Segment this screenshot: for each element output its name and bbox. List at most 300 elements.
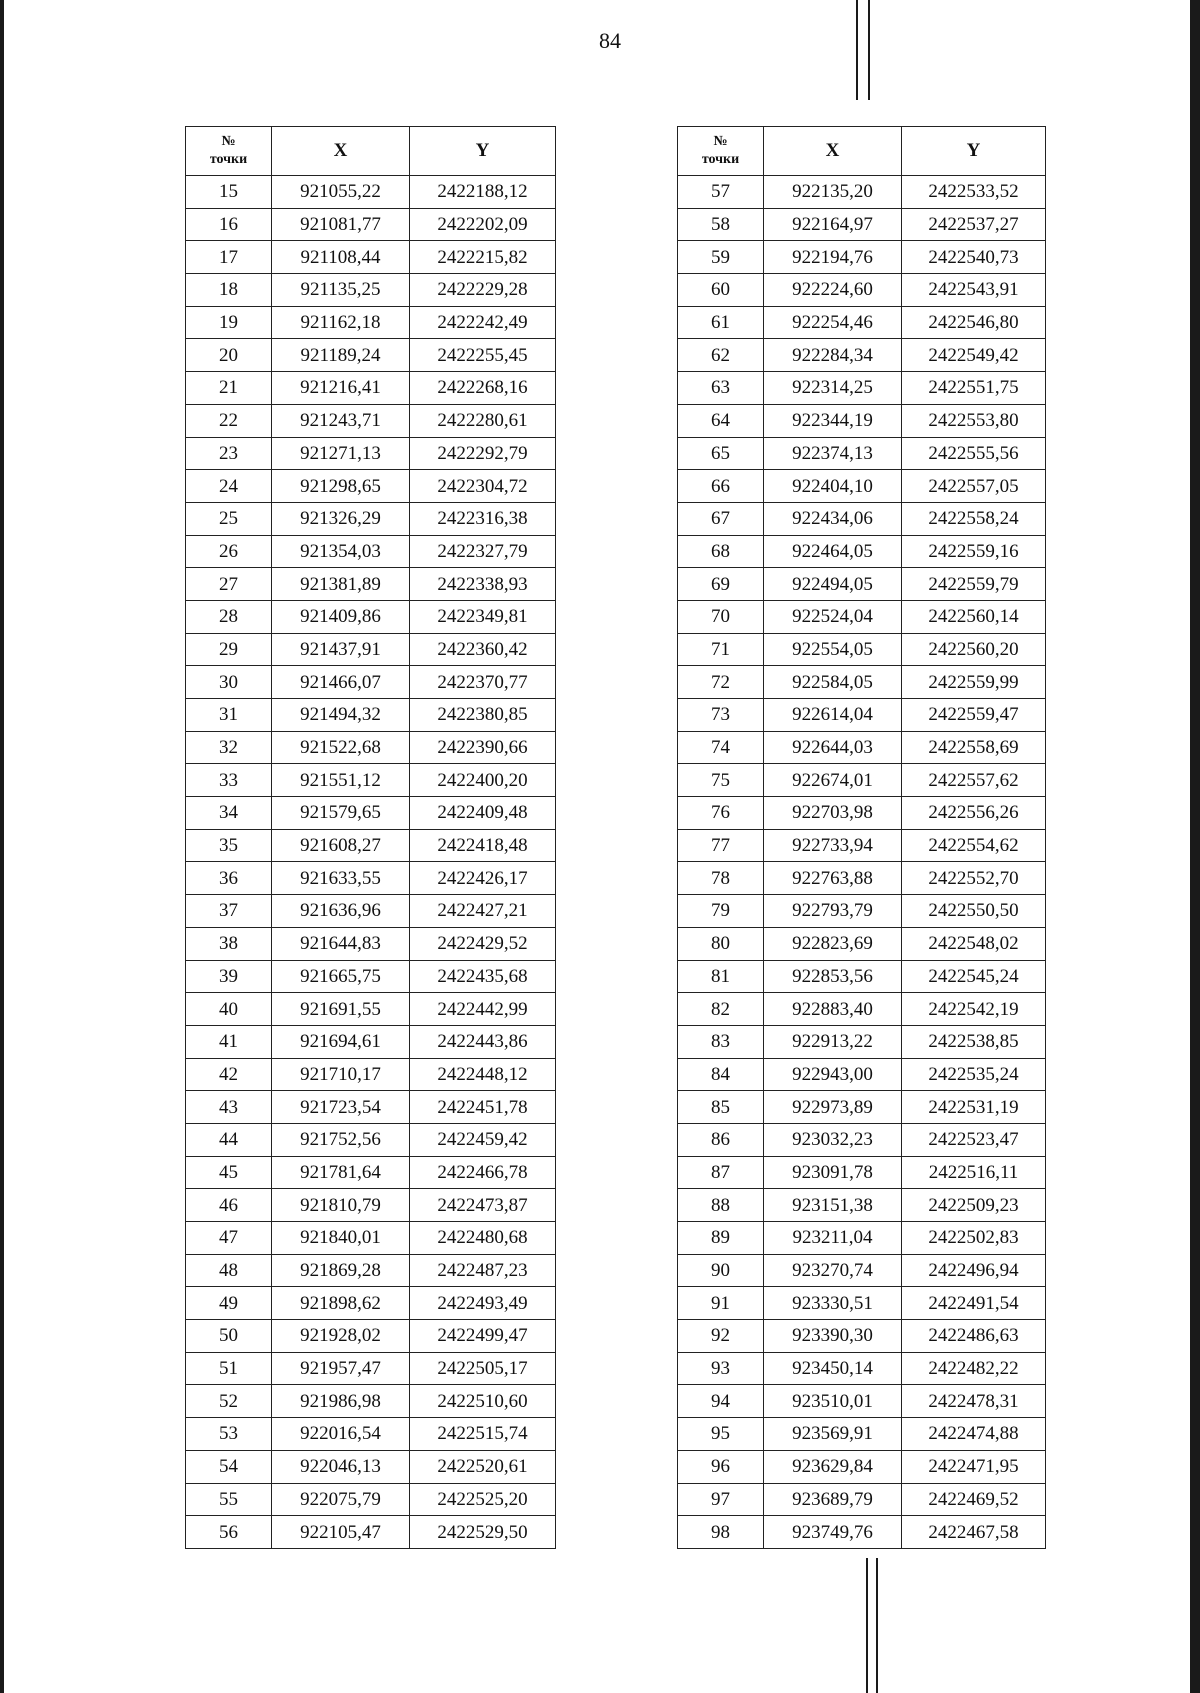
- cell-point-number: 59: [678, 241, 764, 274]
- cell-x: 923270,74: [764, 1254, 902, 1287]
- cell-x: 921840,01: [272, 1222, 410, 1255]
- table-row: [186, 927, 556, 960]
- cell-point-number: 82: [678, 993, 764, 1026]
- cell-point-number: 85: [678, 1091, 764, 1124]
- binding-line-bottom: [866, 1558, 868, 1693]
- cell-x: 921298,65: [272, 470, 410, 503]
- cell-point-number: 17: [186, 241, 272, 274]
- table-row: [678, 895, 1046, 928]
- cell-point-number: 84: [678, 1058, 764, 1091]
- cell-y: 2422487,23: [410, 1254, 556, 1287]
- table-row: [186, 1418, 556, 1451]
- table-row: [186, 797, 556, 830]
- table-row: [186, 1287, 556, 1320]
- table-row: [186, 829, 556, 862]
- cell-point-number: 92: [678, 1320, 764, 1353]
- cell-y: 2422556,26: [902, 797, 1046, 830]
- cell-point-number: 33: [186, 764, 272, 797]
- cell-x: 921928,02: [272, 1320, 410, 1353]
- cell-x: 921691,55: [272, 993, 410, 1026]
- cell-y: 2422555,56: [902, 437, 1046, 470]
- table-row: [678, 437, 1046, 470]
- cell-x: 921608,27: [272, 829, 410, 862]
- cell-point-number: 67: [678, 502, 764, 535]
- cell-x: 921522,68: [272, 731, 410, 764]
- cell-x: 922614,04: [764, 699, 902, 732]
- cell-x: 922554,05: [764, 633, 902, 666]
- table-row: [678, 927, 1046, 960]
- cell-point-number: 73: [678, 699, 764, 732]
- cell-point-number: 41: [186, 1025, 272, 1058]
- cell-point-number: 26: [186, 535, 272, 568]
- table-row: [678, 862, 1046, 895]
- cell-x: 921636,96: [272, 895, 410, 928]
- cell-y: 2422552,70: [902, 862, 1046, 895]
- cell-point-number: 44: [186, 1123, 272, 1156]
- cell-point-number: 51: [186, 1352, 272, 1385]
- cell-x: 922644,03: [764, 731, 902, 764]
- cell-x: 921665,75: [272, 960, 410, 993]
- cell-x: 922254,46: [764, 306, 902, 339]
- table-row: [186, 633, 556, 666]
- cell-y: 2422215,82: [410, 241, 556, 274]
- table-row: [186, 731, 556, 764]
- cell-x: 922793,79: [764, 895, 902, 928]
- binding-line-bottom-2: [876, 1558, 878, 1693]
- cell-x: 923211,04: [764, 1222, 902, 1255]
- cell-x: 921081,77: [272, 208, 410, 241]
- cell-y: 2422550,50: [902, 895, 1046, 928]
- cell-y: 2422559,79: [902, 568, 1046, 601]
- cell-point-number: 98: [678, 1516, 764, 1549]
- table-row: [186, 1352, 556, 1385]
- header-point-number: [678, 127, 764, 176]
- cell-x: 921710,17: [272, 1058, 410, 1091]
- table-row: [678, 568, 1046, 601]
- cell-x: 921055,22: [272, 176, 410, 209]
- table-row: [678, 306, 1046, 339]
- cell-y: 2422409,48: [410, 797, 556, 830]
- cell-y: 2422338,93: [410, 568, 556, 601]
- cell-x: 921551,12: [272, 764, 410, 797]
- coordinates-table-left: [185, 126, 556, 1549]
- cell-x: 922075,79: [272, 1483, 410, 1516]
- table-row: [186, 502, 556, 535]
- page-number: 84: [599, 28, 621, 53]
- table-row: [186, 306, 556, 339]
- table-row: [678, 470, 1046, 503]
- cell-point-number: 39: [186, 960, 272, 993]
- table-row: [678, 1287, 1046, 1320]
- cell-x: 921162,18: [272, 306, 410, 339]
- cell-x: 922913,22: [764, 1025, 902, 1058]
- table-row: [186, 960, 556, 993]
- cell-x: 922404,10: [764, 470, 902, 503]
- cell-x: 922703,98: [764, 797, 902, 830]
- cell-y: 2422469,52: [902, 1483, 1046, 1516]
- cell-x: 922105,47: [272, 1516, 410, 1549]
- cell-point-number: 46: [186, 1189, 272, 1222]
- cell-x: 922584,05: [764, 666, 902, 699]
- cell-point-number: 32: [186, 731, 272, 764]
- cell-y: 2422543,91: [902, 274, 1046, 307]
- table-row: [678, 1450, 1046, 1483]
- cell-point-number: 74: [678, 731, 764, 764]
- cell-x: 921409,86: [272, 600, 410, 633]
- cell-point-number: 81: [678, 960, 764, 993]
- cell-y: 2422486,63: [902, 1320, 1046, 1353]
- cell-point-number: 86: [678, 1123, 764, 1156]
- cell-point-number: 76: [678, 797, 764, 830]
- table-row: [678, 1418, 1046, 1451]
- table-row: [186, 437, 556, 470]
- cell-point-number: 15: [186, 176, 272, 209]
- cell-y: 2422435,68: [410, 960, 556, 993]
- cell-x: 923091,78: [764, 1156, 902, 1189]
- cell-point-number: 58: [678, 208, 764, 241]
- cell-point-number: 95: [678, 1418, 764, 1451]
- cell-point-number: 29: [186, 633, 272, 666]
- cell-y: 2422473,87: [410, 1189, 556, 1222]
- cell-point-number: 60: [678, 274, 764, 307]
- cell-x: 921986,98: [272, 1385, 410, 1418]
- cell-y: 2422304,72: [410, 470, 556, 503]
- cell-x: 921579,65: [272, 797, 410, 830]
- cell-point-number: 52: [186, 1385, 272, 1418]
- cell-y: 2422529,50: [410, 1516, 556, 1549]
- table-row: [678, 829, 1046, 862]
- cell-x: 922284,34: [764, 339, 902, 372]
- cell-point-number: 21: [186, 372, 272, 405]
- table-row: [678, 1156, 1046, 1189]
- cell-point-number: 25: [186, 502, 272, 535]
- cell-x: 922224,60: [764, 274, 902, 307]
- cell-point-number: 88: [678, 1189, 764, 1222]
- cell-y: 2422482,22: [902, 1352, 1046, 1385]
- cell-y: 2422380,85: [410, 699, 556, 732]
- cell-y: 2422525,20: [410, 1483, 556, 1516]
- table-row: [186, 568, 556, 601]
- cell-point-number: 70: [678, 600, 764, 633]
- cell-y: 2422553,80: [902, 404, 1046, 437]
- header-point-number: [186, 127, 272, 176]
- cell-y: 2422255,45: [410, 339, 556, 372]
- cell-y: 2422292,79: [410, 437, 556, 470]
- cell-x: 922733,94: [764, 829, 902, 862]
- table-row: [678, 1320, 1046, 1353]
- table-row: [186, 1156, 556, 1189]
- table-row: [678, 731, 1046, 764]
- cell-x: 921271,13: [272, 437, 410, 470]
- table-row: [678, 372, 1046, 405]
- table-row: [678, 1091, 1046, 1124]
- cell-y: 2422443,86: [410, 1025, 556, 1058]
- cell-x: 921326,29: [272, 502, 410, 535]
- cell-x: 921781,64: [272, 1156, 410, 1189]
- cell-y: 2422520,61: [410, 1450, 556, 1483]
- cell-point-number: 53: [186, 1418, 272, 1451]
- table-row: [678, 1254, 1046, 1287]
- table-row: [186, 372, 556, 405]
- cell-y: 2422515,74: [410, 1418, 556, 1451]
- cell-point-number: 90: [678, 1254, 764, 1287]
- cell-point-number: 72: [678, 666, 764, 699]
- table-row: [186, 764, 556, 797]
- cell-x: 921694,61: [272, 1025, 410, 1058]
- table-row: [678, 600, 1046, 633]
- table-row: [678, 502, 1046, 535]
- table-row: [186, 535, 556, 568]
- cell-x: 921898,62: [272, 1287, 410, 1320]
- cell-y: 2422442,99: [410, 993, 556, 1026]
- cell-x: 921633,55: [272, 862, 410, 895]
- table-row: [186, 1058, 556, 1091]
- table-row: [186, 404, 556, 437]
- table-row: [678, 633, 1046, 666]
- cell-x: 923390,30: [764, 1320, 902, 1353]
- cell-point-number: 31: [186, 699, 272, 732]
- table-row: [186, 1091, 556, 1124]
- table-row: [678, 993, 1046, 1026]
- table-row: [678, 1385, 1046, 1418]
- cell-point-number: 69: [678, 568, 764, 601]
- cell-x: 921354,03: [272, 535, 410, 568]
- cell-y: 2422509,23: [902, 1189, 1046, 1222]
- cell-point-number: 71: [678, 633, 764, 666]
- cell-y: 2422451,78: [410, 1091, 556, 1124]
- cell-x: 922164,97: [764, 208, 902, 241]
- cell-x: 923032,23: [764, 1123, 902, 1156]
- cell-point-number: 23: [186, 437, 272, 470]
- table-row: [678, 1058, 1046, 1091]
- cell-x: 921243,71: [272, 404, 410, 437]
- table-row: [678, 1222, 1046, 1255]
- cell-y: 2422545,24: [902, 960, 1046, 993]
- table-row: [678, 1352, 1046, 1385]
- cell-y: 2422478,31: [902, 1385, 1046, 1418]
- cell-y: 2422242,49: [410, 306, 556, 339]
- cell-y: 2422493,49: [410, 1287, 556, 1320]
- table-row: [186, 1516, 556, 1549]
- cell-y: 2422535,24: [902, 1058, 1046, 1091]
- cell-point-number: 22: [186, 404, 272, 437]
- scan-edge-right: [1190, 0, 1200, 1693]
- cell-x: 922314,25: [764, 372, 902, 405]
- cell-x: 922943,00: [764, 1058, 902, 1091]
- table-header-row: [678, 127, 1046, 176]
- cell-x: 922763,88: [764, 862, 902, 895]
- cell-y: 2422390,66: [410, 731, 556, 764]
- cell-y: 2422542,19: [902, 993, 1046, 1026]
- cell-point-number: 61: [678, 306, 764, 339]
- table-row: [186, 666, 556, 699]
- cell-y: 2422551,75: [902, 372, 1046, 405]
- table-row: [186, 699, 556, 732]
- cell-y: 2422202,09: [410, 208, 556, 241]
- cell-y: 2422471,95: [902, 1450, 1046, 1483]
- cell-x: 922464,05: [764, 535, 902, 568]
- cell-y: 2422467,58: [902, 1516, 1046, 1549]
- header-y: Y: [410, 127, 556, 176]
- table-body: [186, 176, 556, 1549]
- cell-y: 2422418,48: [410, 829, 556, 862]
- coordinates-table-right: [677, 126, 1046, 1549]
- cell-y: 2422400,20: [410, 764, 556, 797]
- cell-x: 923450,14: [764, 1352, 902, 1385]
- cell-point-number: 56: [186, 1516, 272, 1549]
- cell-y: 2422548,02: [902, 927, 1046, 960]
- cell-point-number: 42: [186, 1058, 272, 1091]
- cell-y: 2422559,47: [902, 699, 1046, 732]
- cell-point-number: 94: [678, 1385, 764, 1418]
- table-row: [186, 176, 556, 209]
- cell-point-number: 49: [186, 1287, 272, 1320]
- cell-x: 921644,83: [272, 927, 410, 960]
- cell-point-number: 45: [186, 1156, 272, 1189]
- cell-x: 923569,91: [764, 1418, 902, 1451]
- table-row: [678, 274, 1046, 307]
- cell-y: 2422280,61: [410, 404, 556, 437]
- table-row: [186, 1320, 556, 1353]
- cell-point-number: 19: [186, 306, 272, 339]
- cell-y: 2422502,83: [902, 1222, 1046, 1255]
- cell-point-number: 65: [678, 437, 764, 470]
- cell-point-number: 55: [186, 1483, 272, 1516]
- cell-y: 2422537,27: [902, 208, 1046, 241]
- table-row: [186, 241, 556, 274]
- cell-point-number: 50: [186, 1320, 272, 1353]
- scan-edge-left: [0, 0, 4, 1693]
- cell-x: 922135,20: [764, 176, 902, 209]
- cell-y: 2422505,17: [410, 1352, 556, 1385]
- cell-point-number: 30: [186, 666, 272, 699]
- table-row: [186, 600, 556, 633]
- cell-y: 2422560,14: [902, 600, 1046, 633]
- cell-point-number: 75: [678, 764, 764, 797]
- cell-x: 921723,54: [272, 1091, 410, 1124]
- header-point-number-label: № точки: [209, 134, 248, 167]
- cell-x: 923749,76: [764, 1516, 902, 1549]
- cell-point-number: 83: [678, 1025, 764, 1058]
- cell-point-number: 18: [186, 274, 272, 307]
- cell-point-number: 27: [186, 568, 272, 601]
- table-row: [678, 764, 1046, 797]
- table-row: [678, 176, 1046, 209]
- cell-point-number: 16: [186, 208, 272, 241]
- cell-y: 2422188,12: [410, 176, 556, 209]
- table-row: [186, 1189, 556, 1222]
- table-row: [678, 960, 1046, 993]
- cell-y: 2422268,16: [410, 372, 556, 405]
- cell-y: 2422523,47: [902, 1123, 1046, 1156]
- cell-x: 921494,32: [272, 699, 410, 732]
- cell-x: 922524,04: [764, 600, 902, 633]
- cell-point-number: 57: [678, 176, 764, 209]
- cell-x: 922434,06: [764, 502, 902, 535]
- cell-x: 921437,91: [272, 633, 410, 666]
- cell-y: 2422558,24: [902, 502, 1046, 535]
- cell-x: 923330,51: [764, 1287, 902, 1320]
- header-x: X: [272, 127, 410, 176]
- cell-x: 921216,41: [272, 372, 410, 405]
- cell-y: 2422533,52: [902, 176, 1046, 209]
- binding-line-top: [856, 0, 858, 100]
- table-row: [678, 1516, 1046, 1549]
- cell-x: 922344,19: [764, 404, 902, 437]
- cell-x: 923689,79: [764, 1483, 902, 1516]
- table-row: [678, 535, 1046, 568]
- cell-x: 922823,69: [764, 927, 902, 960]
- cell-y: 2422499,47: [410, 1320, 556, 1353]
- cell-x: 922494,05: [764, 568, 902, 601]
- cell-y: 2422429,52: [410, 927, 556, 960]
- cell-x: 922853,56: [764, 960, 902, 993]
- table-row: [678, 797, 1046, 830]
- cell-point-number: 36: [186, 862, 272, 895]
- table-row: [678, 666, 1046, 699]
- table-row: [186, 993, 556, 1026]
- cell-x: 921869,28: [272, 1254, 410, 1287]
- cell-y: 2422229,28: [410, 274, 556, 307]
- cell-y: 2422427,21: [410, 895, 556, 928]
- cell-point-number: 24: [186, 470, 272, 503]
- cell-y: 2422516,11: [902, 1156, 1046, 1189]
- cell-point-number: 63: [678, 372, 764, 405]
- cell-y: 2422480,68: [410, 1222, 556, 1255]
- table-row: [678, 1189, 1046, 1222]
- cell-x: 921108,44: [272, 241, 410, 274]
- cell-y: 2422466,78: [410, 1156, 556, 1189]
- table-row: [186, 1450, 556, 1483]
- cell-y: 2422474,88: [902, 1418, 1046, 1451]
- table-row: [186, 274, 556, 307]
- cell-y: 2422349,81: [410, 600, 556, 633]
- table-row: [186, 895, 556, 928]
- cell-point-number: 38: [186, 927, 272, 960]
- cell-x: 922194,76: [764, 241, 902, 274]
- cell-y: 2422316,38: [410, 502, 556, 535]
- cell-x: 922883,40: [764, 993, 902, 1026]
- cell-point-number: 89: [678, 1222, 764, 1255]
- cell-point-number: 78: [678, 862, 764, 895]
- cell-y: 2422459,42: [410, 1123, 556, 1156]
- table-row: [678, 404, 1046, 437]
- cell-point-number: 28: [186, 600, 272, 633]
- cell-y: 2422491,54: [902, 1287, 1046, 1320]
- cell-point-number: 91: [678, 1287, 764, 1320]
- table-row: [678, 208, 1046, 241]
- cell-point-number: 77: [678, 829, 764, 862]
- cell-point-number: 79: [678, 895, 764, 928]
- cell-y: 2422510,60: [410, 1385, 556, 1418]
- cell-point-number: 48: [186, 1254, 272, 1287]
- cell-x: 921752,56: [272, 1123, 410, 1156]
- cell-y: 2422538,85: [902, 1025, 1046, 1058]
- cell-point-number: 40: [186, 993, 272, 1026]
- cell-y: 2422554,62: [902, 829, 1046, 862]
- cell-point-number: 66: [678, 470, 764, 503]
- table-row: [186, 1483, 556, 1516]
- cell-point-number: 97: [678, 1483, 764, 1516]
- cell-point-number: 87: [678, 1156, 764, 1189]
- cell-x: 922973,89: [764, 1091, 902, 1124]
- cell-y: 2422557,05: [902, 470, 1046, 503]
- cell-y: 2422549,42: [902, 339, 1046, 372]
- table-row: [186, 1222, 556, 1255]
- cell-x: 922046,13: [272, 1450, 410, 1483]
- cell-y: 2422558,69: [902, 731, 1046, 764]
- cell-y: 2422360,42: [410, 633, 556, 666]
